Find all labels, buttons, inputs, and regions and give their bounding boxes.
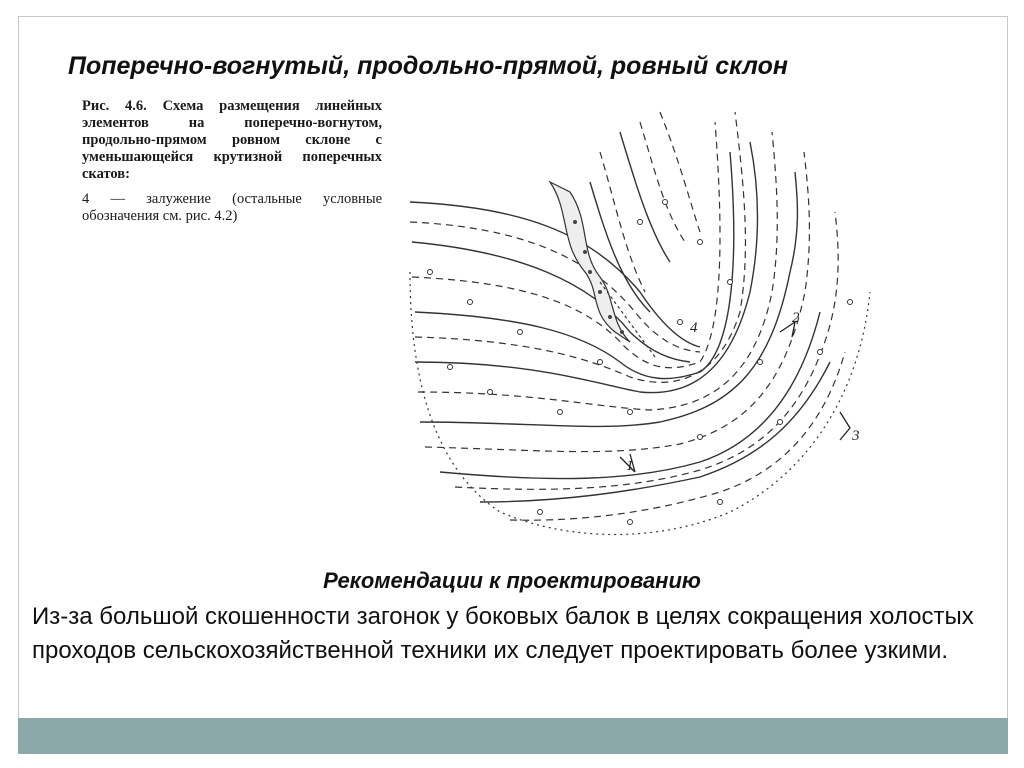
dashed-contour — [410, 222, 700, 352]
dashed-contour — [455, 212, 838, 489]
contour-line — [440, 312, 820, 479]
contour-line — [410, 202, 700, 347]
recommendations-heading: Рекомендации к проектированию — [323, 568, 701, 593]
dashed-contour — [425, 152, 809, 452]
slope-diagram-svg — [400, 92, 880, 552]
dashed-contour — [418, 132, 777, 410]
caption-note: 4 — залужение (остальные условные обозначения см. рис. 4.2) — [82, 191, 382, 224]
dashed-contour — [640, 122, 685, 242]
figure-caption — [82, 98, 382, 225]
contour-line — [620, 132, 670, 262]
slide-title: Поперечно-вогнутый, продольно-прямой, ровный склон — [68, 52, 789, 80]
caption-main: Рис. 4.6. Схема размещения линейных элементов на поперечно-вогнутом, продольно-прямом ровном склоне с уменьшающейся крутизной поперечных скатов: — [82, 98, 382, 182]
figure-label-3: 3 — [852, 428, 860, 444]
recommendations-text: Из-за большой скошенности загонок у боковых балок в целях сокращения холостых проходов сельскохозяйственной техники их следует проектировать более узкими. — [32, 603, 974, 664]
contour-line — [412, 242, 690, 362]
slope-diagram — [400, 92, 880, 552]
dashed-contour — [412, 122, 720, 368]
figure-label-4: 4 — [690, 320, 698, 336]
arrow-3 — [840, 412, 850, 440]
figure-label-1: 1 — [626, 458, 634, 474]
figure-label-2: 2 — [792, 310, 800, 326]
dashed-contour — [660, 112, 700, 232]
footer-bar — [18, 718, 1008, 754]
